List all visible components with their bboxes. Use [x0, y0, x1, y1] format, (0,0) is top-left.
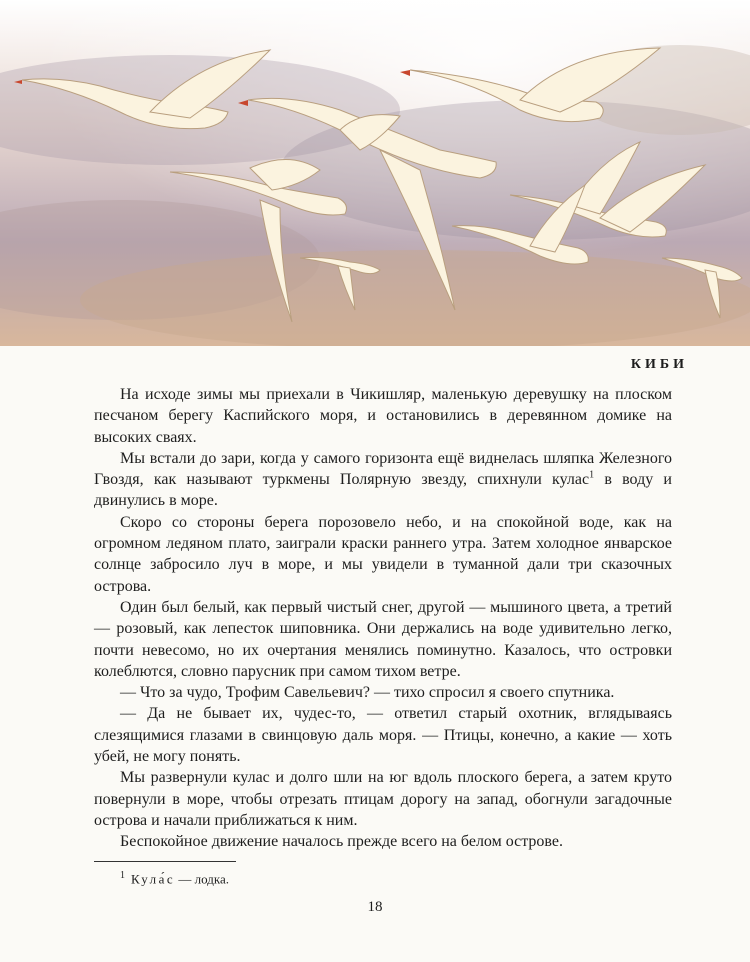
swans-illustration	[0, 0, 750, 346]
paragraph	[94, 448, 672, 512]
footnote	[120, 870, 229, 887]
paragraph-text: Мы встали до зари, когда у самого горизонта ещё виднелась шляпка Железного Гвоздя, как называют туркмены Полярную звезду, спихнули кулас	[94, 449, 672, 489]
footnote-number: 1	[120, 870, 125, 881]
page-number: 18	[367, 899, 383, 915]
body-text	[94, 384, 672, 853]
paragraph: Скоро со стороны берега порозовело небо, и на спокойной воде, как на огромном ледяном плато, заиграли краски раннего утра. Затем холодное январское солнце забросило луч в море, и мы увидели в туманной дали три сказочных острова.	[94, 513, 672, 595]
chapter-title: КИБИ	[630, 357, 688, 372]
paragraph-text: в воду и двинулись в море.	[94, 471, 672, 510]
paragraph: — Что за чудо, Трофим Савельевич? — тихо спросил я своего спутника.	[120, 684, 615, 702]
footnote-divider	[94, 861, 236, 862]
footnote-term: Кула́с	[131, 871, 176, 887]
paragraph: Беспокойное движение началось прежде всего на белом острове.	[120, 833, 563, 851]
paragraph: На исходе зимы мы приехали в Чикишляр, маленькую деревушку на плоском песчаном берегу Каспийского моря, и остановились в деревянном домике на высоких сваях.	[94, 386, 672, 446]
footnote-definition: — лодка.	[175, 871, 230, 887]
paragraph: Один был белый, как первый чистый снег, другой — мышиного цвета, а третий — розовый, как лепесток шиповника. Они держались на воде удивительно легко, почти невесомо, но их очертания менялись поминутно. Казалось, что островки колеблются, словно парусник при самом тихом ветре.	[94, 598, 672, 680]
footnote-marker[interactable]: 1	[589, 469, 595, 481]
paragraph: — Да не бывает их, чудес-то, — ответил старый охотник, вглядываясь слезящимися глазами в свинцовую даль моря. — Птицы, конечно, а какие — хоть убей, не могу понять.	[94, 705, 672, 766]
paragraph: Мы развернули кулас и долго шли на юг вдоль плоского берега, а затем круто повернули в море, чтобы отрезать птицам дорогу на запад, обогнули загадочные острова и начали приближаться к ним.	[94, 769, 672, 829]
